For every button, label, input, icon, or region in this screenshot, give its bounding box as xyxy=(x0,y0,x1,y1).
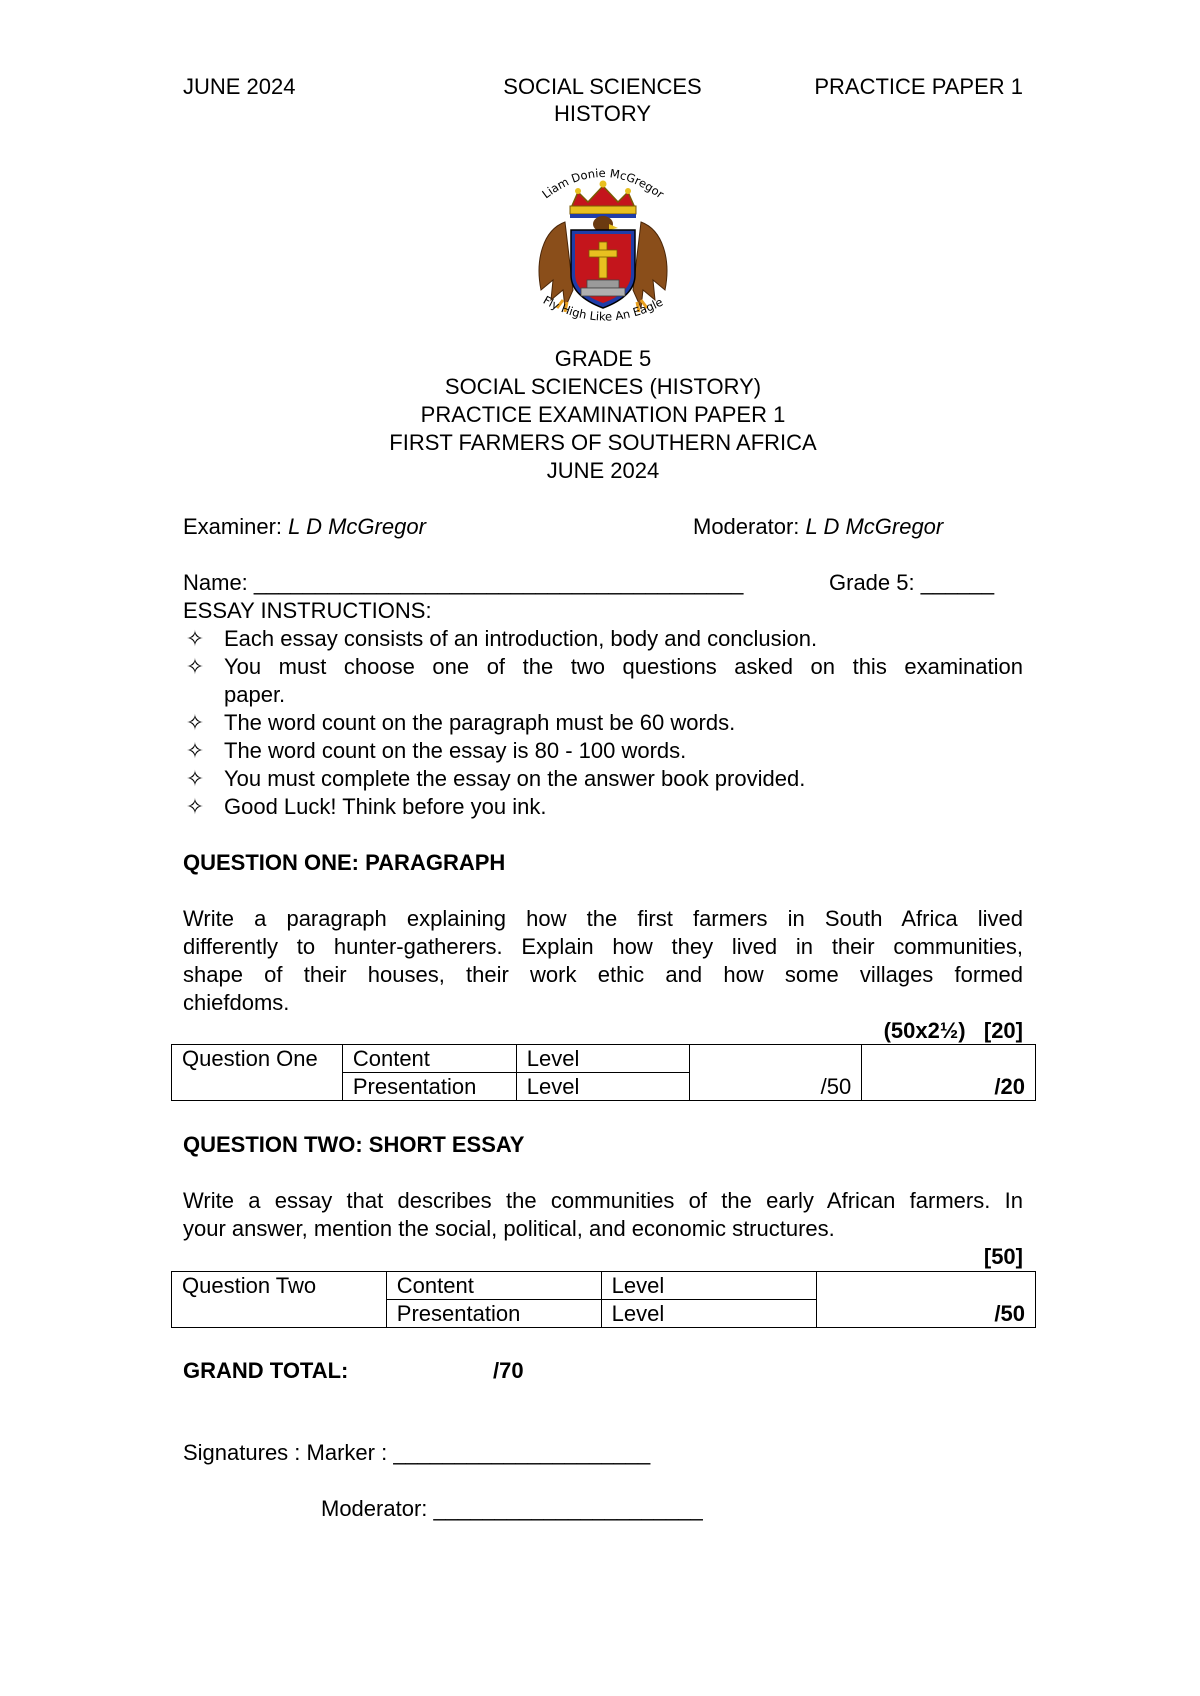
name-field[interactable] xyxy=(183,569,743,597)
moderator-signature-field[interactable] xyxy=(321,1495,703,1523)
crest-top-text: Liam Donie McGregor xyxy=(539,165,667,202)
q1-text-line: chiefdoms. xyxy=(183,990,290,1015)
q1-table-label: Question One xyxy=(172,1045,343,1101)
q2-presentation-label: Presentation xyxy=(386,1300,601,1328)
q1-heading: QUESTION ONE: PARAGRAPH xyxy=(183,850,506,875)
marker-label: Signatures : Marker : xyxy=(183,1440,394,1465)
q1-text-line: shape of their houses, their work ethic and how some villages formed xyxy=(183,962,1023,987)
star-bullet-icon: ✧ xyxy=(185,738,205,763)
marker-blank[interactable]: _____________________ xyxy=(393,1440,651,1465)
instruction-item: ✧ The word count on the essay is 80 - 100 words. xyxy=(183,737,1023,765)
q2-content-label: Content xyxy=(386,1272,601,1300)
star-bullet-icon: ✧ xyxy=(185,766,205,791)
grand-total-label: GRAND TOTAL: xyxy=(183,1358,349,1383)
examiner-line xyxy=(183,513,426,541)
q2-total-50: /50 xyxy=(817,1272,1036,1328)
instruction-item: ✧ Good Luck! Think before you ink. xyxy=(183,793,1023,821)
moderator-label: Moderator: xyxy=(693,514,806,539)
q1-total-20: /20 xyxy=(862,1045,1036,1101)
q1-text-line: Write a paragraph explaining how the first farmers in South Africa lived xyxy=(183,906,1023,931)
q1-mark-table xyxy=(171,1044,1036,1101)
instructions-heading: ESSAY INSTRUCTIONS: xyxy=(183,598,432,623)
instruction-item: ✧ You must choose one of the two questions asked on this examination xyxy=(183,653,1023,681)
q2-text-line: Write a essay that describes the communities of the early African farmers. In xyxy=(183,1188,1023,1213)
star-bullet-icon: ✧ xyxy=(185,794,205,819)
q2-text-line: your answer, mention the social, political, and economic structures. xyxy=(183,1216,835,1241)
q1-content-level: Level xyxy=(516,1045,689,1073)
star-bullet-icon: ✧ xyxy=(185,710,205,735)
grade-label: Grade 5: xyxy=(829,570,921,595)
title-subject: SOCIAL SCIENCES (HISTORY) xyxy=(444,374,762,399)
grade-field[interactable] xyxy=(829,569,994,597)
crest-bottom-text: Fly High Like An Eagle xyxy=(540,292,666,324)
q1-text-line: differently to hunter-gatherers. Explain how they lived in their communities, xyxy=(183,934,1023,959)
moderator-sig-label: Moderator: xyxy=(321,1496,434,1521)
marker-signature-field[interactable] xyxy=(183,1439,650,1467)
header-paper: PRACTICE PAPER 1 xyxy=(814,74,1023,99)
moderator-blank[interactable]: ______________________ xyxy=(433,1496,703,1521)
title-grade: GRADE 5 xyxy=(554,346,652,371)
q2-table-label: Question Two xyxy=(172,1272,387,1328)
instruction-item-continuation: paper. xyxy=(224,682,286,707)
q1-marks: (50x2½) [20] xyxy=(883,1018,1023,1043)
title-date: JUNE 2024 xyxy=(546,458,660,483)
q1-presentation-level: Level xyxy=(516,1073,689,1101)
q1-total-50: /50 xyxy=(689,1045,862,1101)
star-bullet-icon: ✧ xyxy=(185,626,205,651)
q2-heading: QUESTION TWO: SHORT ESSAY xyxy=(183,1132,525,1157)
instruction-item: ✧ You must complete the essay on the answer book provided. xyxy=(183,765,1023,793)
title-topic: FIRST FARMERS OF SOUTHERN AFRICA xyxy=(389,430,817,455)
q2-marks: [50] xyxy=(983,1244,1023,1269)
header-subject: SOCIAL SCIENCES xyxy=(503,74,702,99)
q2-content-level: Level xyxy=(601,1272,817,1300)
header-subject-sub: HISTORY xyxy=(554,101,651,126)
q1-content-label: Content xyxy=(342,1045,516,1073)
school-crest-logo xyxy=(523,150,683,335)
name-label: Name: xyxy=(183,570,254,595)
name-blank[interactable]: ________________________________________ xyxy=(253,570,744,595)
star-bullet-icon: ✧ xyxy=(185,654,205,679)
examiner-name: L D McGregor xyxy=(288,514,426,539)
grade-blank[interactable]: ______ xyxy=(920,570,995,595)
q1-presentation-label: Presentation xyxy=(342,1073,516,1101)
moderator-name: L D McGregor xyxy=(805,514,944,539)
instruction-item: ✧ Each essay consists of an introduction, body and conclusion. xyxy=(183,625,1023,653)
title-paper: PRACTICE EXAMINATION PAPER 1 xyxy=(420,402,786,427)
q2-presentation-level: Level xyxy=(601,1300,817,1328)
moderator-line xyxy=(693,513,943,541)
q2-mark-table xyxy=(171,1271,1036,1328)
grand-total-value: /70 xyxy=(493,1358,524,1383)
header-date: JUNE 2024 xyxy=(183,74,296,99)
instruction-item: ✧ The word count on the paragraph must be 60 words. xyxy=(183,709,1023,737)
examiner-label: Examiner: xyxy=(183,514,289,539)
